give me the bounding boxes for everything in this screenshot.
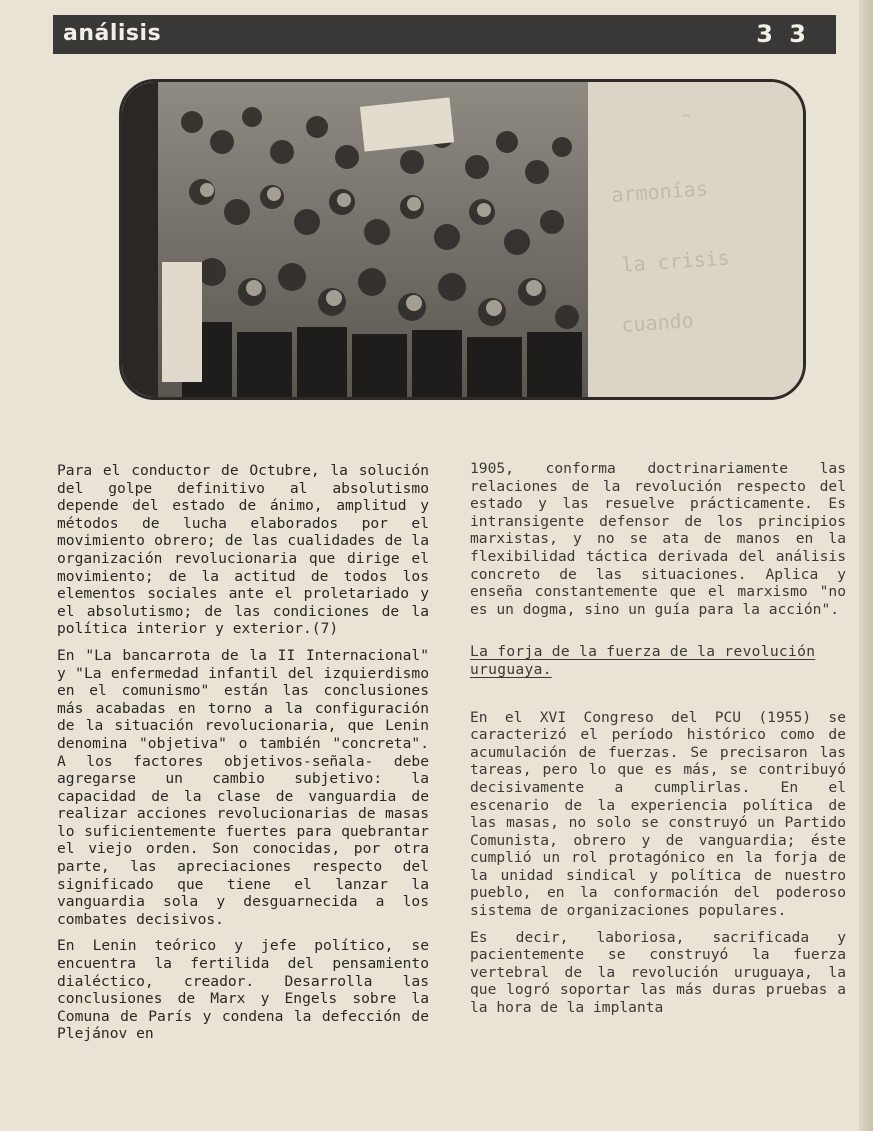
svg-text:armonías: armonías: [610, 176, 709, 207]
right-text-column: [470, 460, 846, 1026]
section-header-bar: [53, 15, 836, 54]
section-title: análisis: [63, 21, 162, 46]
left-paragraph-1: Para el conductor de Octubre, la solución del golpe definitivo al absolutismo depende del estado de ánimo, amplitud y métodos de lucha elaborados por el movimiento obrero; de las cualidades de la organización revolucionaria que dirige el movimiento; de la actitud de todos los elementos sociales ante el proletariado y el absolutismo; de las condiciones de la política interior y exterior.(7): [57, 462, 429, 638]
page-edge-shadow: [859, 0, 873, 1131]
crowd-photo: [119, 79, 806, 400]
left-paragraph-3: En Lenin teórico y jefe político, se encuentra la fertilida del pensamiento dialéctico, creador. Desarrolla las conclusiones de Marx y Engels sobre la Comuna de París y condena la defección de Plejánov en: [57, 937, 429, 1043]
page-number: 3 3: [756, 20, 810, 48]
left-paragraph-2: En "La bancarrota de la II Internacional" y "La enfermedad infantil del izquierdismo en el comunismo" están las conclusiones más acabadas en torno a la configuración de la situación revolucionaria, que Lenin denomina "objetiva" o también "concreta". A los factores objetivos-señala- debe agregarse un cambio subjetivo: la capacidad de la clase de vanguardia de realizar acciones revolucionarias de masas lo suficientemente fuertes para quebrantar el viejo orden. Son conocidas, por otra parte, las apreciaciones respecto del significado que tiene el lanzar la vanguardia sola y desguarnecida a los combates decisivos.: [57, 646, 429, 928]
left-text-column: [57, 462, 429, 1052]
svg-text:la crisis: la crisis: [620, 245, 731, 277]
right-paragraph-3: Es decir, laboriosa, sacrificada y pacientemente se construyó la fuerza vertebral de la revolución uruguaya, la que logró soportar las más duras pruebas a la hora de la implanta: [470, 928, 846, 1017]
right-paragraph-2: En el XVI Congreso del PCU (1955) se caracterizó el período histórico como de acumulación de fuerzas. Se precisaron las tareas, pero lo que es más, se contribuyó decisivamente a cumplirlas. En el escenario de la experiencia política de las masas, no solo se construyó un Partido Comunista, obrero y de vanguardia; éste cumplió un rol protagónico en la forja de la unidad sindical y política de nuestro pueblo, en la conformación del poderoso sistema de organizaciones populares.: [470, 708, 846, 920]
svg-text:cuando: cuando: [620, 308, 695, 337]
crowd-photo-icon: [122, 82, 803, 397]
section-subheading: La forja de la fuerza de la revolución uruguaya.: [470, 643, 816, 678]
svg-text:-: -: [682, 99, 691, 128]
right-paragraph-1: 1905, conforma doctrinariamente las relaciones de la revolución respecto del estado y las resuelve prácticamente. Es intransigente defensor de los principios marxistas, y no se ata de manos en la flexibilidad táctica derivada del análisis concreto de las situaciones. Aplica y enseña constantemente que el marxismo "no es un dogma, sino un guía para la acción".: [470, 460, 846, 618]
